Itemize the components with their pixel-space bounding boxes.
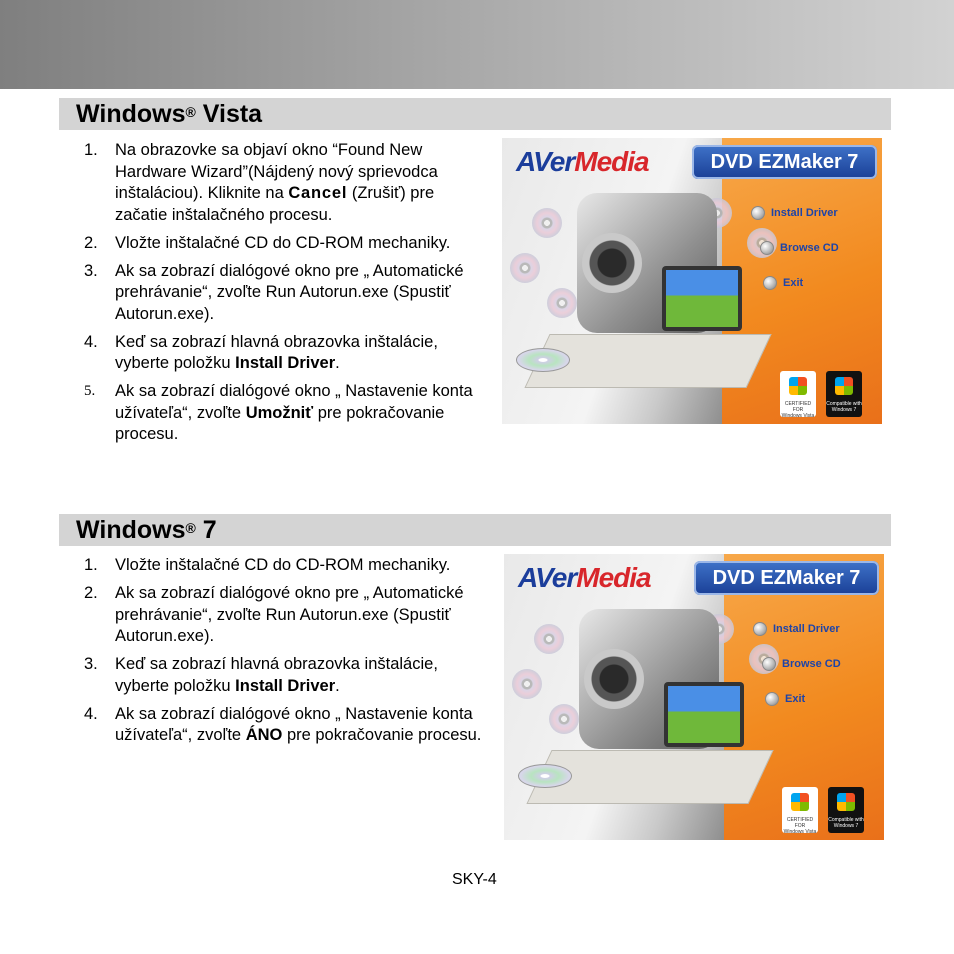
exit-button[interactable] <box>765 692 805 706</box>
step-number: 5. <box>84 383 96 399</box>
registered-mark: ® <box>185 520 196 536</box>
badge-text: CERTIFIED FOR <box>786 817 814 829</box>
list-item <box>84 704 484 747</box>
certified-vista-badge <box>782 787 818 833</box>
certified-vista-badge <box>780 371 816 417</box>
step-number: 2. <box>84 584 98 602</box>
list-item <box>84 555 484 577</box>
allow-keyword: Umožniť <box>245 403 314 422</box>
step-text: . <box>335 354 340 372</box>
install-driver-keyword: Install Driver <box>235 354 336 372</box>
heading-text: Windows <box>76 100 186 128</box>
page-number: SKY-4 <box>452 871 497 888</box>
camera-lcd <box>662 266 742 331</box>
step-text: (Zrušiť) pre začatie inštalačného procesu. <box>115 184 435 224</box>
badge-text: Windows 7 <box>833 823 859 829</box>
header-band <box>0 0 954 89</box>
camera-lens <box>582 233 642 293</box>
step-text: Vložte inštalačné CD do CD-ROM mechaniky. <box>115 233 451 252</box>
installer-screenshot-win7 <box>504 554 884 840</box>
win7-steps-list <box>84 555 484 753</box>
lcd-screen <box>668 686 740 743</box>
step-text: pre pokračovanie procesu. <box>115 403 445 443</box>
step-text: Keď sa zobrazí hlavná obrazovka inštalácie, vyberte položku <box>115 655 438 695</box>
install-driver-keyword: Install Driver <box>235 676 336 695</box>
list-item <box>84 332 484 375</box>
cd-icon <box>534 624 564 654</box>
bullet-icon <box>763 276 777 290</box>
installer-screenshot-vista <box>502 138 882 424</box>
step-text: Keď sa zobrazí hlavná obrazovka inštalácie, vyberte položku <box>115 332 438 372</box>
windows-logo-icon <box>837 793 855 811</box>
bullet-icon <box>762 657 776 671</box>
exit-button[interactable] <box>763 276 803 290</box>
step-text: Ak sa zobrazí dialógové okno pre „ Automatické prehrávanie“, zvoľte Run Autorun.exe (Spustiť Autorun.exe). <box>115 261 464 323</box>
yes-keyword: ÁNO <box>245 726 283 744</box>
badge-text: Windows Vista <box>781 413 815 419</box>
badge-text: Compatible with <box>826 401 862 407</box>
step-text: Vložte inštalačné CD do CD-ROM mechaniky. <box>115 556 451 574</box>
camera-lcd <box>664 682 744 747</box>
cd-icon <box>547 288 577 318</box>
disc-tray-image <box>516 348 570 372</box>
list-item <box>84 261 484 326</box>
step-text: Na obrazovke sa objaví okno “Found New Hardware Wizard”(Nájdený nový sprievodca inštaláciou). Kliknite na <box>115 141 438 202</box>
registered-mark: ® <box>185 104 196 120</box>
list-item <box>84 233 484 255</box>
logo-text-b: Media <box>576 562 651 593</box>
list-item <box>84 140 484 226</box>
disc-tray-image <box>518 764 572 788</box>
cd-icon <box>512 669 542 699</box>
camera-lens <box>584 649 644 709</box>
logo-text-a: AVer <box>516 146 575 177</box>
section-heading-win7 <box>59 514 891 546</box>
vista-steps-list <box>84 140 484 452</box>
step-number: 4. <box>84 704 98 723</box>
button-label: Exit <box>785 693 806 705</box>
badge-text: CERTIFIED FOR <box>784 401 812 413</box>
logo-text-a: AVer <box>518 562 577 593</box>
cd-icon <box>549 704 579 734</box>
bullet-icon <box>760 241 774 255</box>
compatible-win7-badge <box>826 371 862 417</box>
step-number: 4. <box>84 332 98 351</box>
avermedia-logo <box>518 562 651 594</box>
button-label: Install Driver <box>771 207 838 219</box>
section-heading-vista <box>59 98 891 130</box>
badge-text: Windows Vista <box>783 829 817 835</box>
bullet-icon <box>753 622 767 636</box>
step-number: 3. <box>84 655 98 673</box>
browse-cd-button[interactable] <box>762 657 841 671</box>
browse-cd-button[interactable] <box>760 241 839 255</box>
badge-text: Compatible with <box>828 817 864 823</box>
step-number: 2. <box>84 233 98 252</box>
heading-text: Windows <box>76 516 186 544</box>
step-text: Ak sa zobrazí dialógové okno „ Nastavenie konta užívateľa“, zvoľte <box>115 704 473 744</box>
product-title-banner: DVD EZMaker 7 <box>694 561 879 595</box>
list-item <box>84 583 484 648</box>
compatible-win7-badge <box>828 787 864 833</box>
install-driver-button[interactable] <box>753 622 840 636</box>
list-item <box>84 654 484 697</box>
step-text: Ak sa zobrazí dialógové okno „ Nastavenie konta užívateľa“, zvoľte <box>115 382 473 422</box>
button-label: Exit <box>783 277 804 289</box>
lcd-screen <box>666 270 738 327</box>
step-number: 1. <box>84 141 98 159</box>
windows-logo-icon <box>789 377 807 395</box>
step-text: . <box>335 676 340 695</box>
logo-text-b: Media <box>574 146 649 177</box>
step-text: pre pokračovanie procesu. <box>282 726 482 744</box>
cd-icon <box>532 208 562 238</box>
cd-icon <box>510 253 540 283</box>
windows-logo-icon <box>835 377 853 395</box>
windows-logo-icon <box>791 793 809 811</box>
avermedia-logo <box>516 146 649 178</box>
badge-text: Windows 7 <box>831 407 857 413</box>
heading-suffix: 7 <box>195 516 217 544</box>
heading-suffix: Vista <box>195 100 263 128</box>
install-driver-button[interactable] <box>751 206 838 220</box>
button-label: Install Driver <box>773 623 840 635</box>
button-label: Browse CD <box>782 658 841 670</box>
step-text: Ak sa zobrazí dialógové okno pre „ Automatické prehrávanie“, zvoľte Run Autorun.exe (Spustiť Autorun.exe). <box>115 584 464 645</box>
cancel-keyword: Cancel <box>288 184 348 202</box>
button-label: Browse CD <box>780 242 839 254</box>
step-number: 3. <box>84 261 98 280</box>
bullet-icon <box>751 206 765 220</box>
list-item <box>84 381 484 446</box>
product-title-banner: DVD EZMaker 7 <box>692 145 877 179</box>
step-number: 1. <box>84 556 98 574</box>
bullet-icon <box>765 692 779 706</box>
